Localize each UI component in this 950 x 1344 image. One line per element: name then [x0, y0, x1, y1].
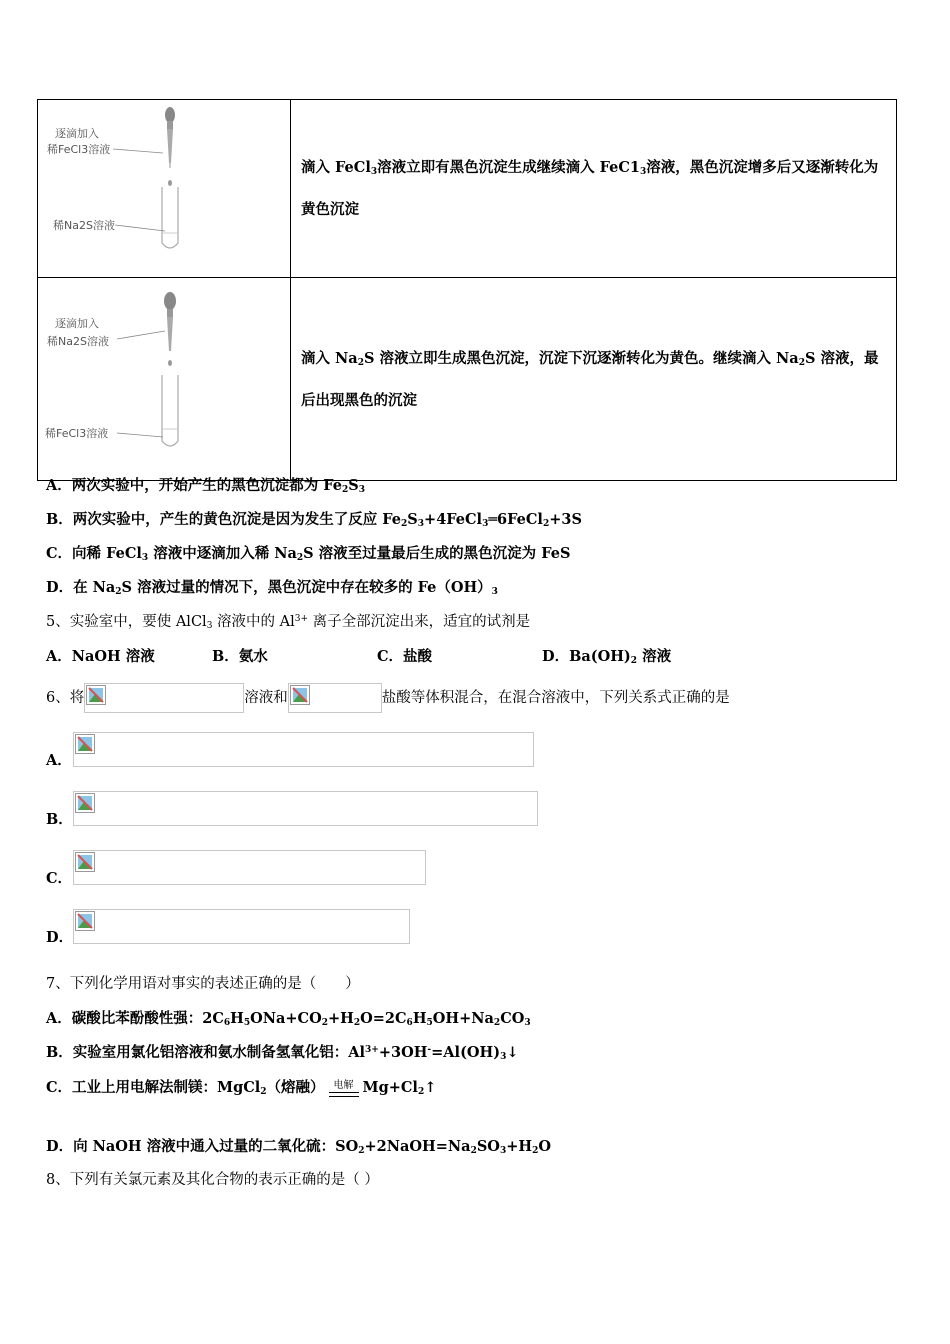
q5-option-d-text: D．Ba(OH): [542, 648, 631, 665]
q7b-s5: 3: [500, 1052, 507, 1062]
label-tube-solution: 稀Na2S溶液: [53, 219, 115, 232]
experiment-row-1: [38, 100, 897, 278]
obs1-part-c: 溶液立即有黑色沉淀生成继续滴入 FeC1: [377, 159, 640, 176]
q6-option-d-image: [73, 909, 410, 944]
label-tube-solution-2: 稀FeCl3溶液: [45, 427, 109, 440]
q4-option-d: [46, 576, 498, 597]
q7c-s4: 2: [417, 1087, 425, 1097]
q4d-text2: S 溶液过量的情况下，黑色沉淀中存在较多的 Fe（OH）: [121, 579, 492, 596]
q7a-s5: 2: [321, 1018, 328, 1028]
q5-stem: [46, 610, 530, 631]
q4-option-b: [46, 508, 582, 529]
broken-image-icon: [75, 734, 95, 754]
q4d-sub: 2: [115, 587, 122, 597]
q6-formula-image-2: [288, 683, 382, 713]
q7c-t3: Mg+Cl: [362, 1079, 418, 1096]
obs2-part-c: S 溶液立即生成黑色沉淀，沉淀下沉逐渐转化为黄色。继续滴入 Na: [363, 349, 799, 367]
obs1-sub-2: 3: [640, 167, 647, 177]
q4b-sub2: 3: [417, 519, 425, 529]
q6-text-c: 盐酸等体积混合，在混合溶液中，下列关系式正确的是: [381, 690, 730, 706]
q4d-text: D．在 Na: [46, 579, 116, 596]
obs2-part-e: S 溶液，最后出现黑色的沉淀: [301, 349, 879, 409]
q4a-text: A．两次实验中，开始产生的黑色沉淀都为 Fe: [46, 477, 343, 494]
q5-option-d-text2: 溶液: [637, 648, 672, 665]
q7a-t4: ONa+CO: [250, 1010, 322, 1027]
q7d-s7: 2: [532, 1146, 539, 1156]
q4b-text2: S: [407, 511, 418, 528]
q6-option-d-label: D．: [46, 929, 74, 946]
q7d-t0: D．向 NaOH 溶液中通入过量的二氧化硫：SO: [46, 1138, 359, 1155]
q5-option-a: A．NaOH 溶液: [46, 648, 155, 665]
q6-option-b-image: [73, 791, 538, 826]
q4b-text: B．两次实验中，产生的黄色沉淀是因为发生了反应 Fe: [46, 511, 402, 528]
q4b-text3: +4FeCl: [424, 511, 483, 528]
q7d-t8: O: [538, 1138, 551, 1155]
q4c-sub2: 2: [296, 553, 304, 563]
dropper-testtube-1-icon: [39, 101, 289, 272]
q4b-text5: +3S: [549, 511, 582, 528]
q7d-t4: SO: [476, 1138, 500, 1155]
q7a-s9: 6: [406, 1018, 413, 1028]
q5-text3: 离子全部沉淀出来，适宜的试剂是: [308, 614, 531, 630]
q7d-s3: 2: [470, 1146, 477, 1156]
q4-option-a: [46, 474, 365, 495]
experiment-2-illustration-cell: [38, 278, 291, 481]
broken-image-icon: [75, 852, 95, 872]
q4c-sub: 3: [141, 553, 149, 563]
q4c-text3: S 溶液至过量最后生成的黑色沉淀为 FeS: [303, 545, 571, 562]
q7a-t10: H: [412, 1010, 427, 1027]
q5-option-d: [542, 645, 671, 666]
q6-option-c-label: C．: [46, 870, 73, 887]
q6-option-b-label: B．: [46, 811, 73, 828]
dropper-testtube-2-icon: [39, 279, 289, 475]
q7c-t5: ↑: [424, 1079, 437, 1096]
q7a-s3: 5: [243, 1018, 251, 1028]
q7-stem: 7、下列化学用语对事实的表述正确的是（ ）: [46, 976, 360, 992]
label-dropwise-2: 逐滴加入: [55, 317, 99, 330]
q7-option-c: [46, 1076, 436, 1097]
electrolysis-arrow: [329, 1080, 359, 1097]
q7a-t8: O=2C: [360, 1010, 407, 1027]
label-dropper-solution: 稀FeCl3溶液: [47, 143, 111, 156]
obs2-sub-1: 2: [357, 357, 364, 368]
q4c-text: C．向稀 FeCl: [46, 545, 142, 562]
q7a-s15: 3: [524, 1018, 531, 1028]
q5-option-d-sub: 2: [630, 656, 638, 666]
q7d-s1: 2: [358, 1146, 365, 1156]
q5-text: 5、实验室中，要使 AlCl: [46, 614, 207, 630]
broken-image-icon: [86, 685, 106, 705]
q7b-sup3: -: [427, 1045, 432, 1055]
label-dropper-solution-2: 稀Na2S溶液: [47, 335, 109, 348]
q5-options: [46, 645, 906, 665]
broken-image-icon: [290, 685, 310, 705]
experiment-1-observation: [291, 100, 897, 278]
q4a-sub: 2: [342, 485, 349, 495]
broken-image-icon: [75, 793, 95, 813]
q5-text2: 溶液中的 Al: [212, 614, 295, 630]
q6-text-b: 溶液和: [244, 690, 288, 706]
obs1-sub-1: 3: [370, 167, 378, 177]
q5-sup: 3+: [294, 614, 309, 624]
q4a-sub2: 3: [358, 485, 366, 495]
q7a-s7: 2: [353, 1018, 361, 1028]
obs2-sub-2: 2: [798, 357, 805, 368]
q7a-t2: H: [230, 1010, 244, 1027]
obs1-part-a: 滴入 FeCl: [301, 159, 371, 176]
q7a-t6: +H: [328, 1010, 354, 1027]
q8-stem: 8、下列有关氯元素及其化合物的表示正确的是（ ）: [46, 1172, 379, 1188]
experiment-table: [37, 99, 897, 481]
q7c-t0: C．工业上用电解法制镁：MgCl: [46, 1079, 261, 1096]
q5-option-c: C．盐酸: [377, 648, 433, 665]
q7c-t2: （熔融）: [266, 1079, 325, 1096]
experiment-2-observation: [291, 278, 897, 481]
q7-option-b: [46, 1041, 519, 1062]
q4b-text4: ═6FeCl: [488, 511, 543, 528]
equals-bar: [329, 1092, 359, 1097]
q4d-sub2: 3: [491, 587, 498, 597]
q7a-s11: 5: [426, 1018, 433, 1028]
q4b-sub: 2: [401, 519, 408, 529]
q4b-sub3: 3: [482, 519, 489, 529]
q7a-t14: CO: [500, 1010, 525, 1027]
q6-formula-image-1: [84, 683, 244, 713]
label-dropwise: 逐滴加入: [55, 127, 99, 140]
obs1-part-e: 溶液，黑色沉淀增多后又逐渐转化为黄色沉淀: [301, 159, 879, 218]
q7b-t4: =Al(OH): [431, 1044, 501, 1061]
q7c-s1: 2: [260, 1087, 267, 1097]
q7a-s1: 6: [223, 1018, 231, 1028]
q7a-s13: 2: [493, 1018, 501, 1028]
q7-option-a: [46, 1007, 531, 1028]
electrolysis-condition: 电解: [333, 1079, 354, 1091]
q6-option-a-image: [73, 732, 534, 767]
q6-text-a: 6、将: [46, 690, 85, 706]
q7d-t6: +H: [506, 1138, 533, 1155]
q6-option-a-label: A．: [46, 752, 72, 769]
q7d-t2: +2NaOH=Na: [364, 1138, 471, 1155]
q7b-t0: B．实验室用氯化铝溶液和氨水制备氢氧化铝：Al: [46, 1044, 366, 1061]
q6-stem: [46, 677, 730, 719]
q7a-t12: OH+Na: [432, 1010, 494, 1027]
q7b-t2: +3OH: [378, 1044, 428, 1061]
q7-option-d: [46, 1135, 551, 1156]
experiment-1-illustration-cell: [38, 100, 291, 278]
q5-sub: 3: [206, 621, 213, 631]
q5-option-b: B．氨水: [212, 648, 268, 665]
q4a-text2: S: [348, 477, 359, 494]
obs2-part-a: 滴入 Na: [301, 349, 358, 367]
q4c-text2: 溶液中逐滴加入稀 Na: [148, 545, 297, 562]
experiment-row-2: [38, 278, 897, 481]
q4-option-c: [46, 542, 570, 563]
q6-option-c-image: [73, 850, 426, 885]
q7b-sup1: 3+: [365, 1045, 379, 1055]
q4b-sub4: 2: [542, 519, 550, 529]
broken-image-icon: [75, 911, 95, 931]
q7d-s5: 3: [499, 1146, 507, 1156]
q7a-t0: A．碳酸比苯酚酸性强：2C: [46, 1010, 224, 1027]
q7b-t6: ↓: [506, 1044, 519, 1061]
